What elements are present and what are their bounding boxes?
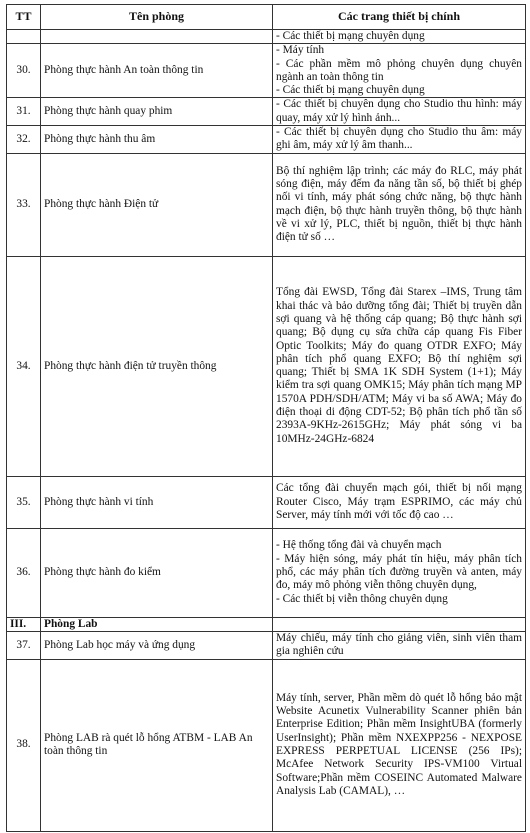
row-number: 33. [7, 153, 41, 256]
row-number: 37. [7, 631, 41, 659]
room-name: Phòng Lab học máy và ứng dụng [41, 631, 273, 659]
equipment-line: Tổng đài EWSD, Tổng đài Starex –IMS, Trung tâm khai thác và bảo dưỡng tổng đài; Thiết bị truyền dẫn sợi quang và hệ thống cáp quang; Bộ thực hành sợi quang; Bộ dụng cụ sửa chữa cáp quang Fis Fiber Optic Toolkits; Máy đo quang OTDR EXFO; Máy phân tích phổ quang EXFO; Bộ thí nghiệm sợi quang; Thiết bị SMA 1K SDH System (1+1); Máy kiểm tra sợi quang OMK15; Máy phân tích mạng MP 1570A PDH/SDH/ATM; Máy vi ba số AWA; Máy đo điện thoại di động CDT-52; Bộ phân tích phổ tần số 2393A-9KHz-2615GHz; Máy phát sóng vi ba 10MHz-24GHz-6824 [276, 286, 522, 445]
equipment-line: - Máy hiện sóng, máy phát tín hiệu, máy phân tích phổ, các máy phân tích đường truyền và anten, máy đo, máy mô phỏng viễn thông chuyên dụng, [276, 552, 522, 592]
equipment-cell [273, 126, 526, 154]
equipment-line: - Các phần mềm mô phỏng chuyên dụng chuyên ngành an toàn thông tin [276, 57, 522, 83]
equipment-line: - Các thiết bị mạng chuyên dụng [276, 30, 425, 42]
table-header-row [7, 5, 526, 30]
room-name: Phòng LAB rà quét lỗ hổng ATBM - LAB An toàn thông tin [41, 659, 273, 831]
row-number [7, 30, 41, 44]
table-row [7, 476, 526, 528]
row-number: 32. [7, 126, 41, 154]
room-name: Phòng thực hành đo kiểm [41, 528, 273, 617]
room-name [41, 30, 273, 44]
table-row [7, 30, 526, 44]
equipment-line: - Các thiết bị viễn thông chuyên dụng [276, 592, 448, 605]
table-row [7, 256, 526, 476]
table-row [7, 98, 526, 126]
row-number: 38. [7, 659, 41, 831]
row-number: 35. [7, 476, 41, 528]
equipment-cell [273, 153, 526, 256]
equipment-line: - Các thiết bị chuyên dụng cho Studio thu hình: máy quay, máy xử lý hình ảnh... [276, 98, 522, 124]
row-number: 31. [7, 98, 41, 126]
room-name: Phòng thực hành điện tử truyền thông [41, 256, 273, 476]
equipment-cell [273, 476, 526, 528]
room-name: Phòng thực hành Điện tử [41, 153, 273, 256]
section-empty-cell [273, 617, 526, 631]
row-number: 30. [7, 44, 41, 98]
equipment-line: Máy tính, server, Phần mềm dò quét lỗ hổng bảo mật Website Acunetix Vulnerability Scanner phiên bản Enterprise Edition; Phần mềm InsightUBA (formerly UserInsight); Phần mềm NXEXPP256 - NEXPOSE EXPRESS PERPETUAL LICENSE (256 IPs); McAfee Network Security IPS-VM100 Virtual Software;Phần mềm COSEINC Automated Malware Analysis Lab (CAMAL), … [276, 691, 522, 797]
equipment-cell [273, 256, 526, 476]
equipment-table [6, 4, 526, 832]
room-name: Phòng thực hành thu âm [41, 126, 273, 154]
room-name: Phòng thực hành An toàn thông tin [41, 44, 273, 98]
room-name: Phòng thực hành quay phim [41, 98, 273, 126]
equipment-cell [273, 659, 526, 831]
equipment-line: Máy chiếu, máy tính cho giảng viên, sinh viên tham gia nghiên cứu [276, 631, 522, 658]
equipment-cell [273, 30, 526, 44]
equipment-line: - Các thiết bị chuyên dụng cho Studio thu âm: máy ghi âm, máy xử lý âm thanh... [276, 126, 522, 152]
equipment-line: - Máy tính [276, 44, 325, 57]
table-row [7, 126, 526, 154]
equipment-line: Các tổng đài chuyển mạch gói, thiết bị nối mạng Router Cisco, Máy trạm ESPRIMO, các máy chủ Server, máy tính mới với tốc độ cao … [276, 482, 522, 521]
header-tt: TT [7, 5, 41, 30]
section-row [7, 617, 526, 631]
row-number: 34. [7, 256, 41, 476]
equipment-line: - Các thiết bị mạng chuyên dụng [276, 84, 425, 97]
equipment-cell [273, 631, 526, 659]
header-room: Tên phòng [41, 5, 273, 30]
equipment-line: Bộ thí nghiệm lập trình; các máy đo RLC, máy phát sóng điện, máy đếm đa năng tần số, bộ thiết bị ghép nối vi tính, máy phát sóng chức năng, bộ thực hành mạch điện, bộ thực hành truyền thông, bộ thực hành về vi xử lý, PLC, thiết bị nguồn, thiết bị thực hành điện tử số … [276, 164, 522, 244]
section-title: Phòng Lab [41, 617, 273, 631]
table-row [7, 659, 526, 831]
table-row [7, 44, 526, 98]
equipment-line: - Hệ thống tổng đài và chuyển mạch [276, 539, 442, 552]
table-row [7, 528, 526, 617]
room-name: Phòng thực hành vi tính [41, 476, 273, 528]
row-number: 36. [7, 528, 41, 617]
equipment-cell [273, 44, 526, 98]
section-number: III. [7, 617, 41, 631]
equipment-cell [273, 98, 526, 126]
table-row [7, 631, 526, 659]
equipment-cell [273, 528, 526, 617]
table-body [7, 30, 526, 832]
header-equipment: Các trang thiết bị chính [273, 5, 526, 30]
table-row [7, 153, 526, 256]
